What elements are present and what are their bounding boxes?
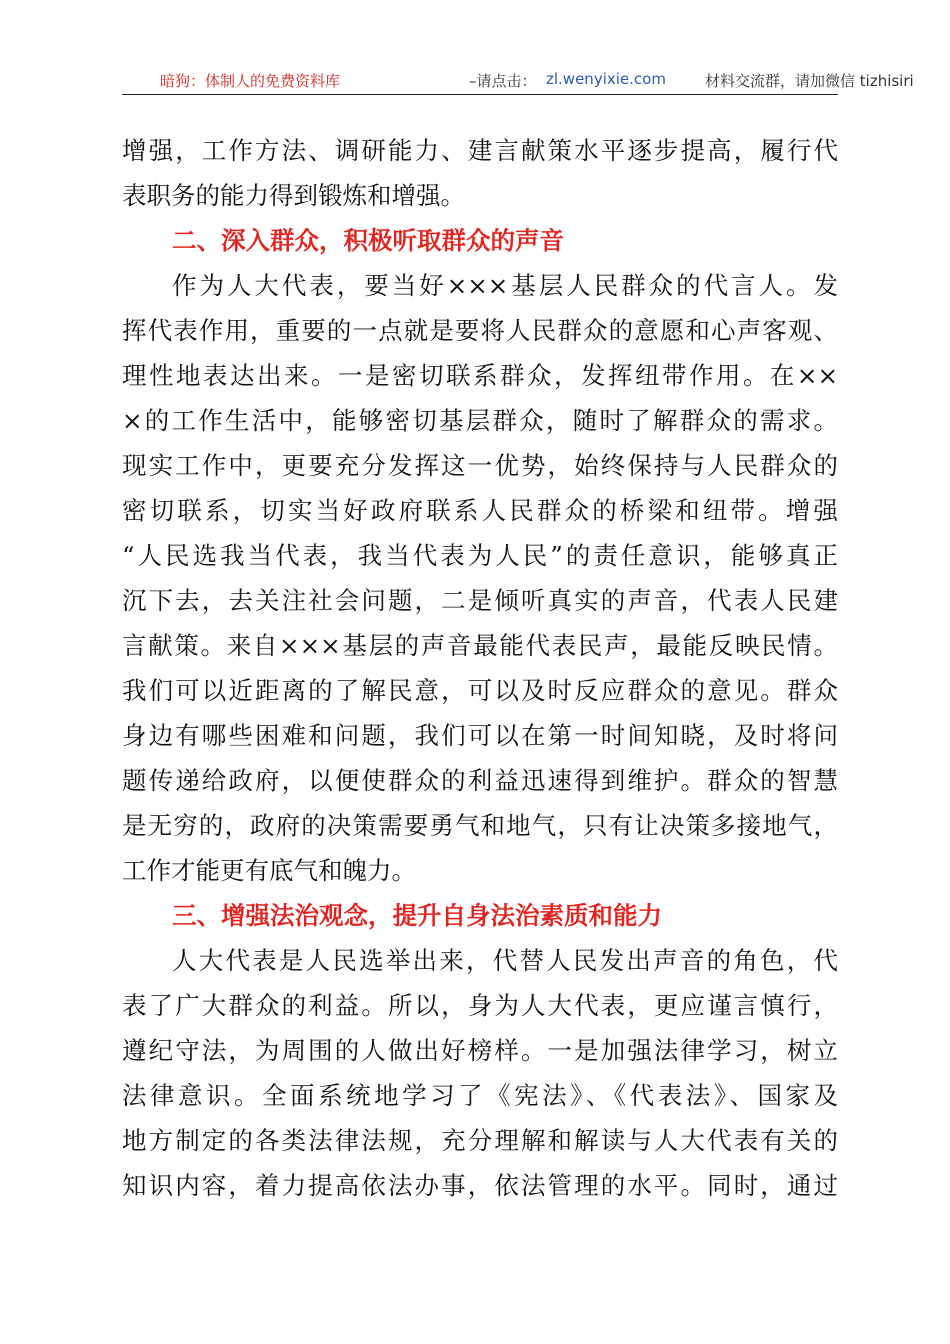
header-click-prompt: –请点击： <box>469 72 537 90</box>
text-line: 法律意识。全面系统地学习了《宪法》、《代表法》、国家及 <box>122 1081 838 1110</box>
text-line: 工作才能更有底气和魄力。 <box>122 856 416 885</box>
text-line: 现实工作中，更要充分发挥这一优势，始终保持与人民群众的 <box>122 451 838 480</box>
section-heading-3: 三、增强法治观念，提升自身法治素质和能力 <box>172 901 662 930</box>
text-line: ×的工作生活中，能够密切基层群众，随时了解群众的需求。 <box>122 406 838 435</box>
text-line: 表职务的能力得到锻炼和增强。 <box>122 181 465 210</box>
text-line: 身边有哪些困难和问题，我们可以在第一时间知晓，及时将问 <box>122 721 838 750</box>
text-line: 是无穷的，政府的决策需要勇气和地气，只有让决策多接地气， <box>122 811 838 840</box>
text-line: 挥代表作用，重要的一点就是要将人民群众的意愿和心声客观、 <box>122 316 838 345</box>
text-line: 知识内容，着力提高依法办事，依法管理的水平。同时，通过 <box>122 1171 838 1200</box>
text-line: 题传递给政府，以便使群众的利益迅速得到维护。群众的智慧 <box>122 766 838 795</box>
text-line: 理性地表达出来。一是密切联系群众，发挥纽带作用。在×× <box>122 361 838 390</box>
text-line: 作为人大代表，要当好×××基层人民群众的代言人。发 <box>172 271 838 300</box>
text-line: “人民选我当代表，我当代表为人民”的责任意识，能够真正 <box>122 541 838 570</box>
text-line: 密切联系，切实当好政府联系人民群众的桥梁和纽带。增强 <box>122 496 838 525</box>
header-wechat-note: 材料交流群，请加微信 tizhisiri <box>705 72 914 90</box>
text-line: 增强，工作方法、调研能力、建言献策水平逐步提高，履行代 <box>122 136 838 165</box>
section-heading-2: 二、深入群众，积极听取群众的声音 <box>172 226 564 255</box>
page-header <box>122 64 914 95</box>
text-line: 言献策。来自×××基层的声音最能代表民声，最能反映民情。 <box>122 631 838 660</box>
text-line: 人大代表是人民选举出来，代替人民发出声音的角色，代 <box>172 946 838 975</box>
text-line: 表了广大群众的利益。所以，身为人大代表，更应谨言慎行， <box>122 991 838 1020</box>
document-body <box>122 128 838 1208</box>
text-line: 地方制定的各类法律法规，充分理解和解读与人大代表有关的 <box>122 1126 838 1155</box>
text-line: 遵纪守法，为周围的人做出好榜样。一是加强法律学习，树立 <box>122 1036 838 1065</box>
header-site-name: 暗狗：体制人的免费资料库 <box>160 72 341 90</box>
text-line: 我们可以近距离的了解民意，可以及时反应群众的意见。群众 <box>122 676 838 705</box>
header-link[interactable]: zl.wenyixie.com <box>546 70 666 88</box>
text-line: 沉下去，去关注社会问题，二是倾听真实的声音，代表人民建 <box>122 586 838 615</box>
